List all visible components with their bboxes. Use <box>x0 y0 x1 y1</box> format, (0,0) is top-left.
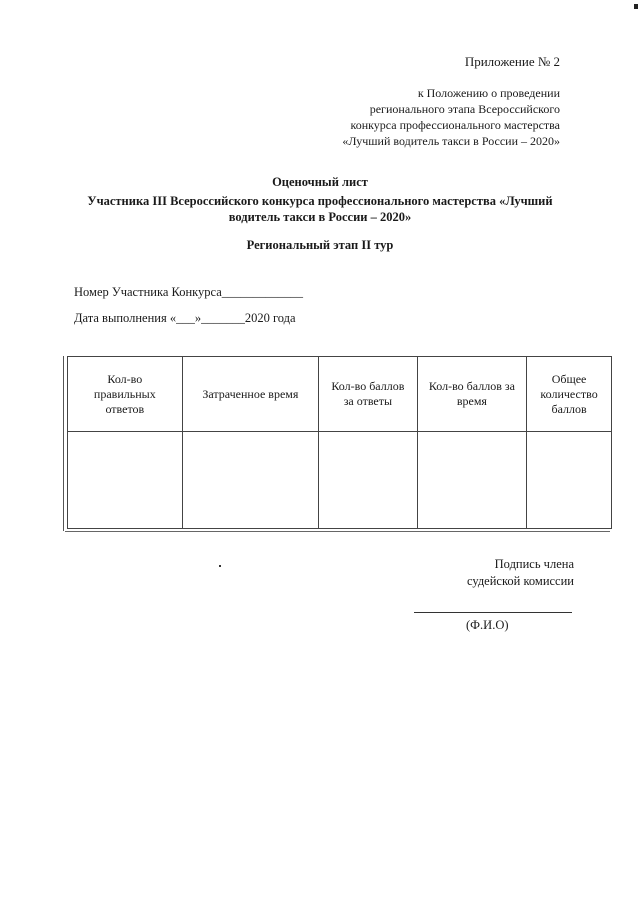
table-cell[interactable] <box>319 432 418 529</box>
stage-title: Региональный этап II тур <box>246 238 394 252</box>
annex-reference <box>342 85 560 149</box>
header-total-points: Общее количество баллов <box>527 357 612 432</box>
participant-number-field: Номер Участника Конкурса_____________ <box>74 285 304 299</box>
signature-label: Подпись члена судейской комиссии <box>466 557 574 588</box>
subtitle-line: Участника III Всероссийского конкурса профессионального мастерства «Лучший <box>87 194 553 208</box>
annex-line: регионального этапа Всероссийского <box>369 102 560 116</box>
fio-caption: (Ф.И.О) <box>466 618 509 632</box>
document-title: Оценочный лист <box>272 175 368 189</box>
date-field: Дата выполнения «___»_______2020 года <box>74 311 296 325</box>
scan-mark <box>634 4 638 9</box>
table-edge <box>65 531 610 532</box>
table-cell[interactable] <box>527 432 612 529</box>
table-row <box>68 432 612 529</box>
annex-title: Приложение № 2 <box>464 54 560 69</box>
subtitle-line: водитель такси в России – 2020» <box>228 210 412 224</box>
table-cell[interactable] <box>417 432 526 529</box>
table-cell[interactable] <box>68 432 183 529</box>
annex-line: «Лучший водитель такси в России – 2020» <box>342 134 560 148</box>
scan-speck <box>219 565 221 567</box>
table-edge <box>63 356 64 531</box>
score-table-wrap <box>63 352 613 534</box>
annex-line: к Положению о проведении <box>417 86 560 100</box>
table-cell[interactable] <box>182 432 318 529</box>
signature-line[interactable] <box>414 612 572 613</box>
header-correct-answers: Кол-во правильных ответов <box>68 357 183 432</box>
header-time-spent: Затраченное время <box>182 357 318 432</box>
header-points-time: Кол-во баллов за время <box>417 357 526 432</box>
header-points-answers: Кол-во баллов за ответы <box>319 357 418 432</box>
annex-line: конкурса профессионального мастерства <box>350 118 560 132</box>
table-header-row <box>68 357 612 432</box>
document-subtitle <box>60 193 580 225</box>
score-table <box>67 356 612 529</box>
